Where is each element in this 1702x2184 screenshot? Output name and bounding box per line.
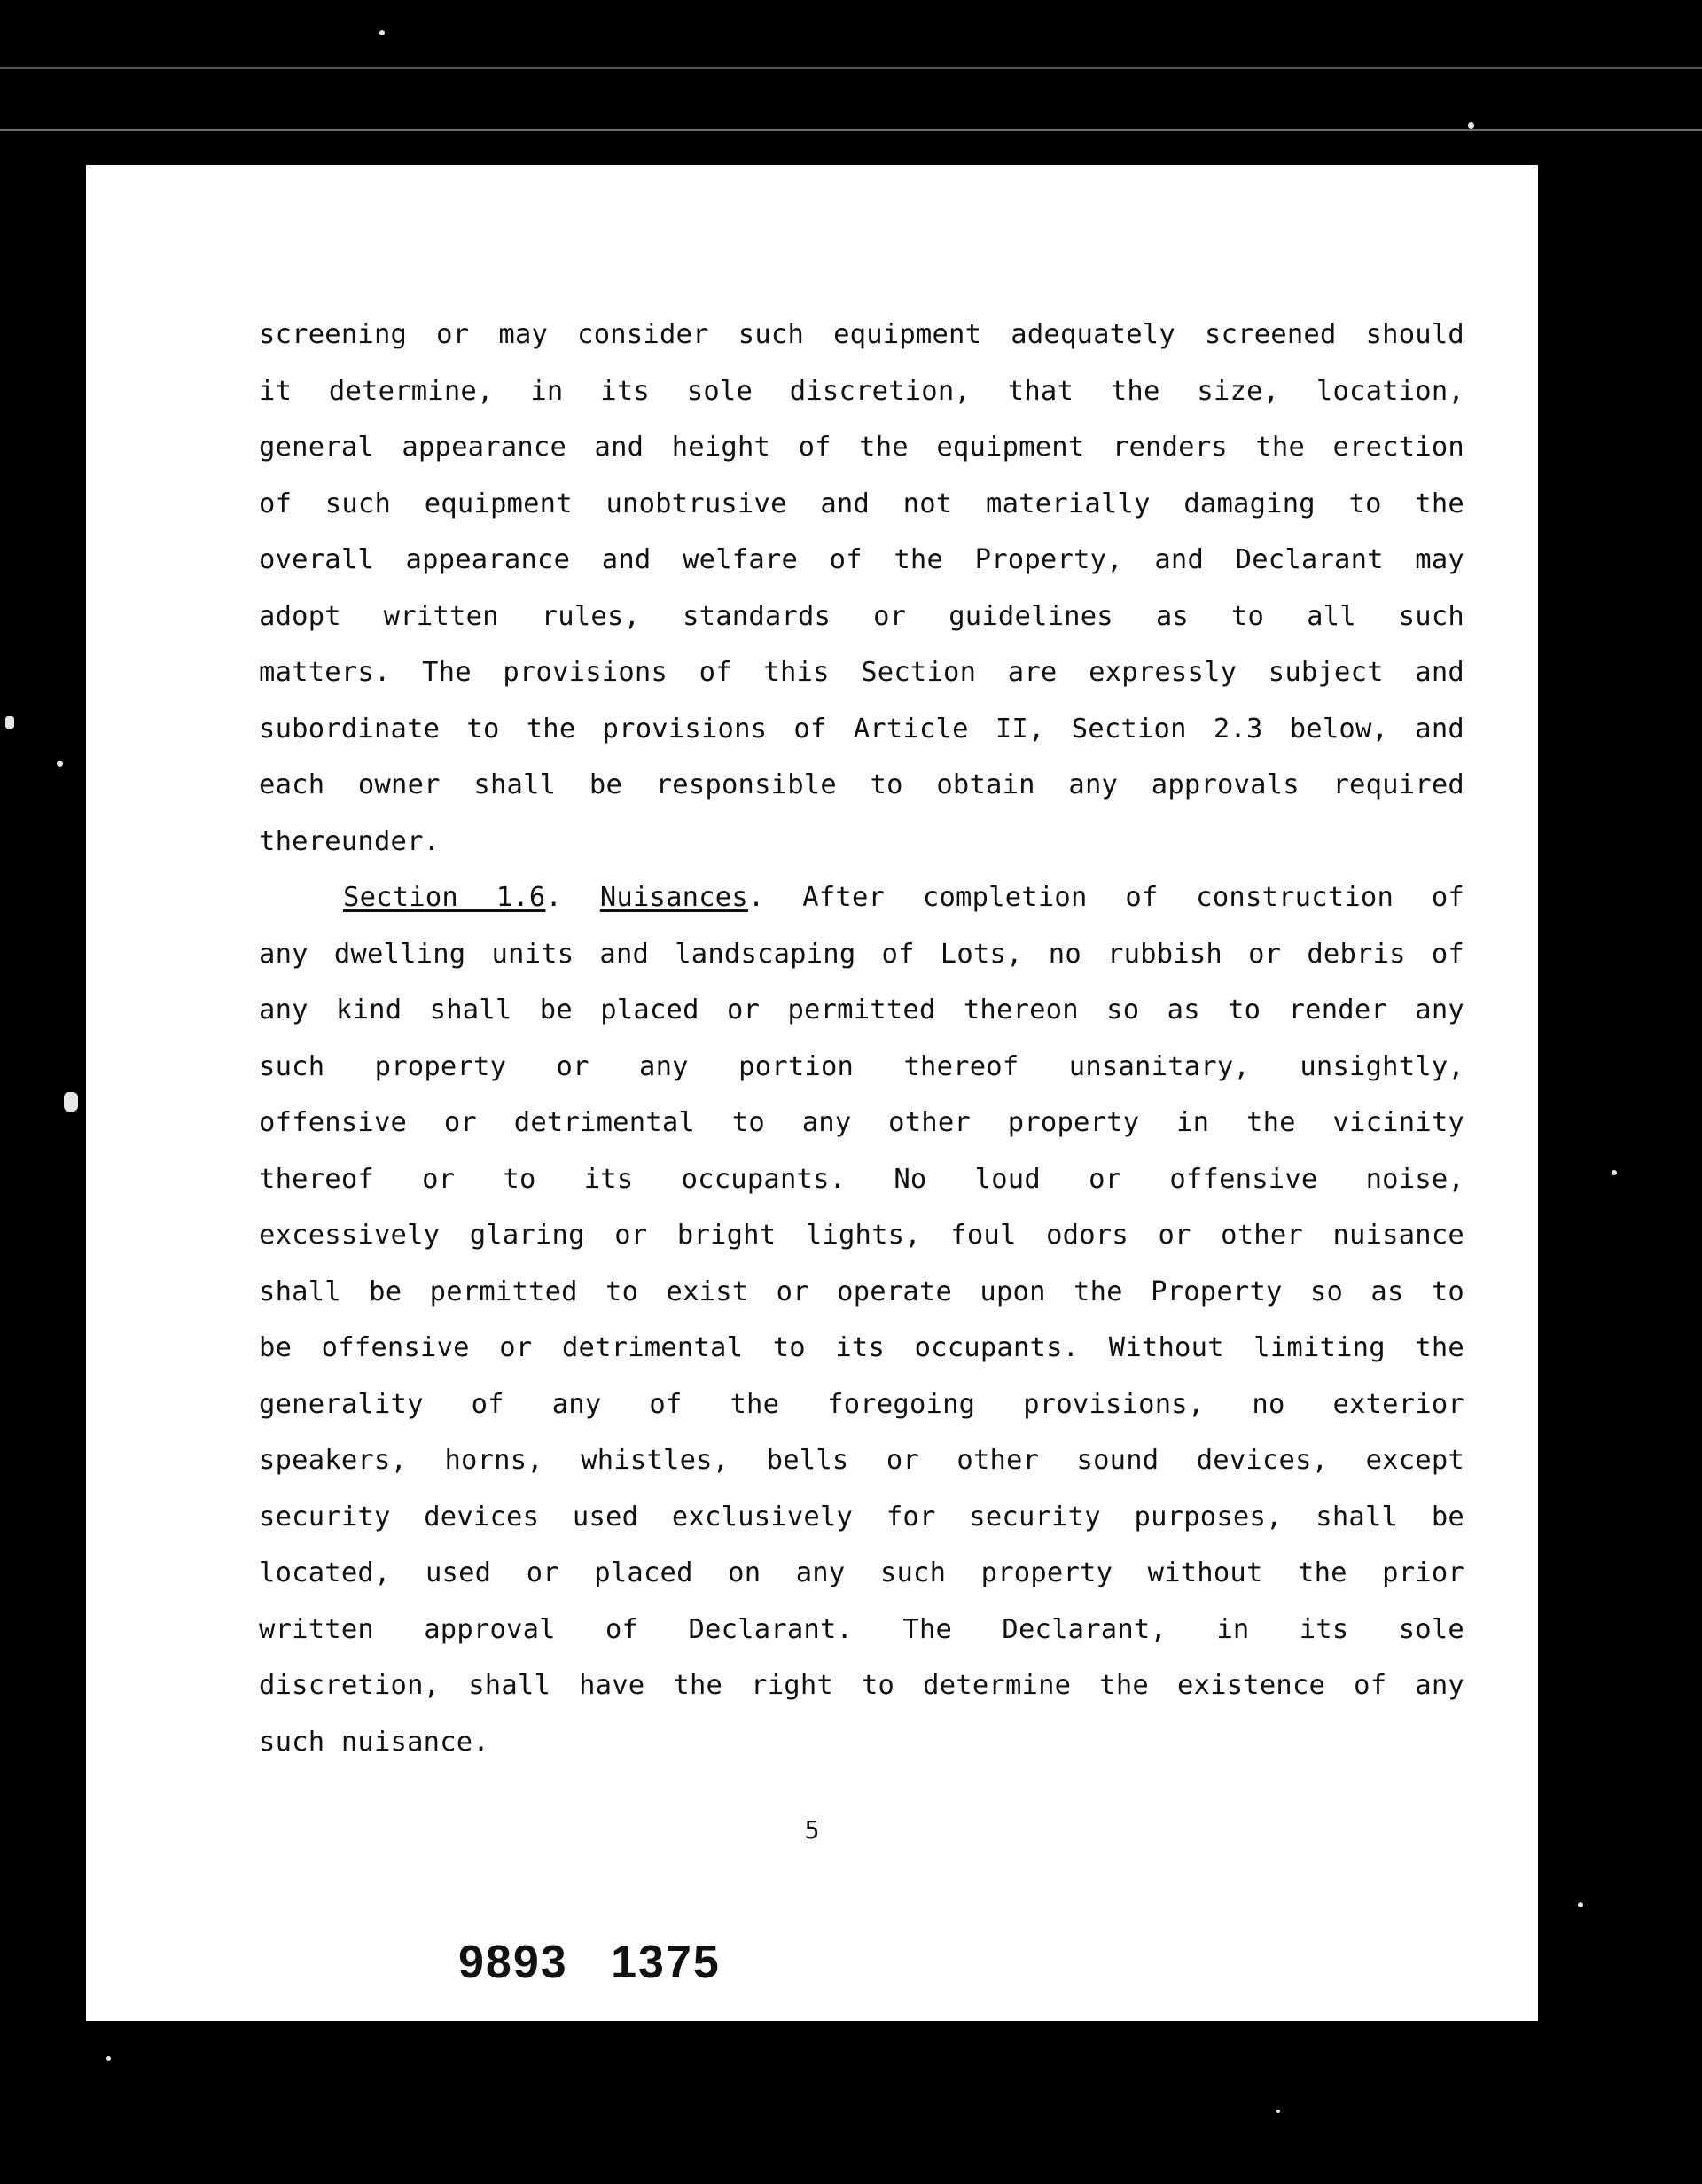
- text-line: subordinate to the provisions of Article II, Section 2.3 below, and: [259, 713, 1464, 745]
- text-line: located, used or placed on any such property without the prior: [259, 1557, 1464, 1588]
- text-line: be offensive or detrimental to its occupants. Without limiting the: [259, 1332, 1464, 1363]
- text-line: written approval of Declarant. The Declarant, in its sole: [259, 1613, 1464, 1645]
- text-line: shall be permitted to exist or operate upon the Property so as to: [259, 1275, 1464, 1307]
- text-line: each owner shall be responsible to obtain any approvals required: [259, 769, 1464, 800]
- text-line: thereof or to its occupants. No loud or offensive noise,: [259, 1163, 1464, 1195]
- section-number-punct: .: [545, 882, 563, 913]
- text-line: matters. The provisions of this Section are expressly subject and: [259, 657, 1464, 688]
- text-line: general appearance and height of the equipment renders the erection: [259, 432, 1464, 463]
- text-line: speakers, horns, whistles, bells or other sound devices, except: [259, 1445, 1464, 1476]
- section-title: Nuisances: [599, 882, 748, 913]
- paragraph-screening: [259, 307, 1464, 870]
- bates-number: 9893 1375: [458, 1937, 721, 1988]
- text-line: of such equipment unobtrusive and not materially damaging to the: [259, 488, 1464, 519]
- text-line: discretion, shall have the right to determine the existence of any: [259, 1670, 1464, 1701]
- text-line: generality of any of the foregoing provisions, no exterior: [259, 1388, 1464, 1420]
- section-1-6: [259, 870, 1464, 1770]
- page-number: 5: [804, 1815, 820, 1845]
- text-line: any kind shall be placed or permitted thereon so as to render any: [259, 994, 1464, 1026]
- section-first-line: . After completion of construction of: [747, 882, 1464, 913]
- text-line: thereunder.: [259, 825, 441, 857]
- text-line: screening or may consider such equipment adequately screened should: [259, 319, 1464, 350]
- text-line: overall appearance and welfare of the Property, and Declarant may: [259, 544, 1464, 575]
- text-line: security devices used exclusively for security purposes, shall be: [259, 1501, 1464, 1533]
- text-line: such nuisance.: [259, 1726, 489, 1758]
- document-page: [86, 165, 1538, 2021]
- text-line: adopt written rules, standards or guidelines as to all such: [259, 600, 1464, 632]
- text-line: such property or any portion thereof unsanitary, unsightly,: [259, 1050, 1464, 1082]
- text-line: offensive or detrimental to any other property in the vicinity: [259, 1107, 1464, 1138]
- text-line: any dwelling units and landscaping of Lots, no rubbish or debris of: [259, 938, 1464, 970]
- section-heading-line: [259, 870, 1464, 926]
- text-line: it determine, in its sole discretion, that the size, location,: [259, 375, 1464, 407]
- section-number: Section 1.6: [343, 882, 546, 913]
- text-line: excessively glaring or bright lights, foul odors or other nuisance: [259, 1220, 1464, 1251]
